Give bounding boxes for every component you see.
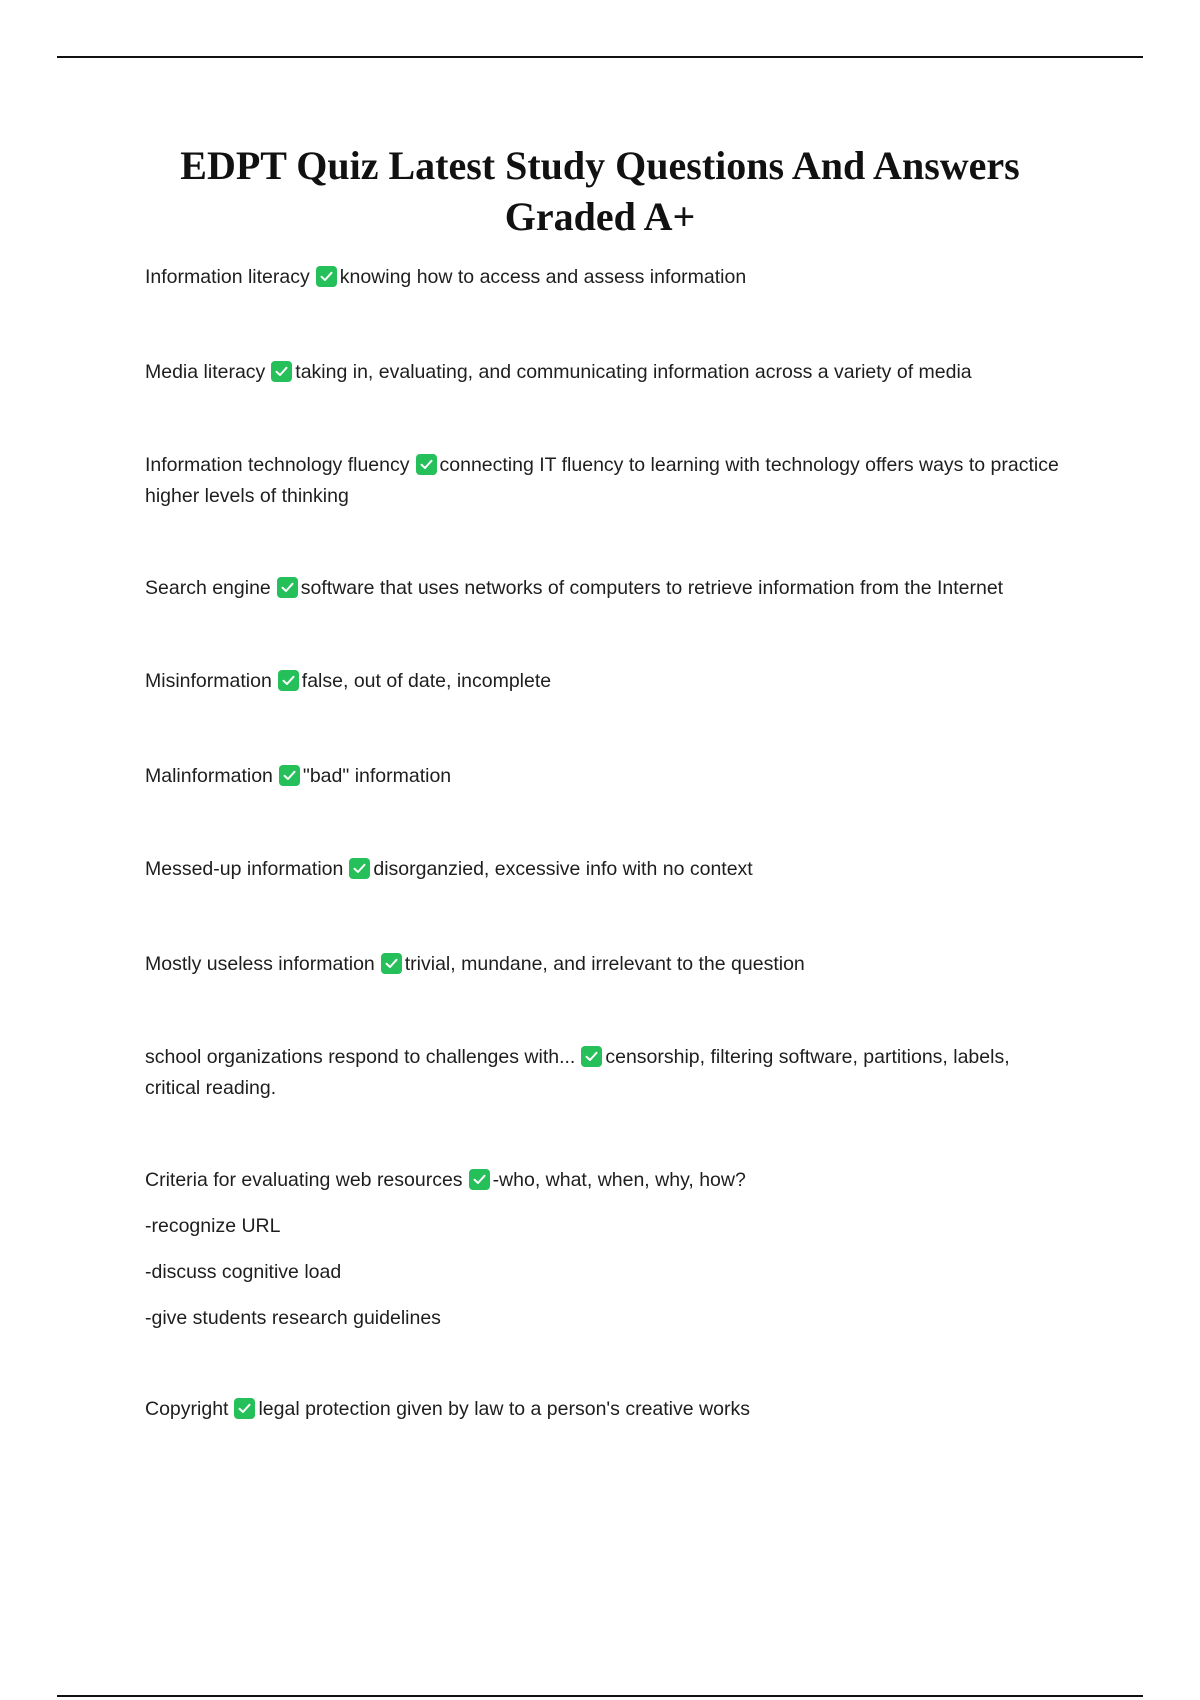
check-icon xyxy=(316,266,337,287)
qa-term: school organizations respond to challenges with... xyxy=(145,1046,576,1068)
qa-item xyxy=(145,357,1065,388)
qa-item xyxy=(145,666,1065,697)
check-icon xyxy=(469,1169,490,1190)
qa-answer: legal protection given by law to a person's creative works xyxy=(258,1398,750,1420)
qa-answer: disorganzied, excessive info with no context xyxy=(373,858,753,880)
qa-answer: -who, what, when, why, how? xyxy=(492,1169,746,1191)
title-line-1: EDPT Quiz Latest Study Questions And Answers xyxy=(180,143,1020,188)
qa-answer: connecting IT fluency to learning with technology offers ways to practice higher levels of thinking xyxy=(145,454,1059,507)
qa-answer: software that uses networks of computers to retrieve information from the Internet xyxy=(300,577,1004,599)
check-icon xyxy=(381,953,402,974)
qa-item xyxy=(145,761,1065,792)
qa-item xyxy=(145,573,1065,604)
check-icon xyxy=(271,361,292,382)
qa-answer: "bad" information xyxy=(302,765,452,787)
check-icon xyxy=(277,577,298,598)
document-title xyxy=(145,140,1055,242)
qa-answer-line: -give students research guidelines xyxy=(145,1307,441,1329)
qa-term: Misinformation xyxy=(145,670,272,692)
qa-answer-line: -recognize URL xyxy=(145,1215,281,1237)
check-icon xyxy=(416,454,437,475)
qa-item xyxy=(145,854,1065,885)
check-icon xyxy=(581,1046,602,1067)
qa-item xyxy=(145,1042,1065,1104)
qa-term: Media literacy xyxy=(145,361,266,383)
qa-answer: taking in, evaluating, and communicating information across a variety of media xyxy=(295,361,972,383)
qa-answer: knowing how to access and assess information xyxy=(339,266,747,288)
qa-term: Information technology fluency xyxy=(145,454,410,476)
title-line-2: Graded A+ xyxy=(504,194,696,239)
check-icon xyxy=(234,1398,255,1419)
check-icon xyxy=(349,858,370,879)
qa-term: Malinformation xyxy=(145,765,273,787)
qa-term: Copyright xyxy=(145,1398,229,1420)
qa-item xyxy=(145,1394,1065,1425)
header-rule xyxy=(57,56,1143,58)
qa-term: Criteria for evaluating web resources xyxy=(145,1169,463,1191)
qa-item xyxy=(145,262,1065,293)
qa-answer: false, out of date, incomplete xyxy=(301,670,552,692)
footer-rule xyxy=(57,1695,1143,1697)
check-icon xyxy=(279,765,300,786)
qa-term: Information literacy xyxy=(145,266,310,288)
qa-answer-line: -discuss cognitive load xyxy=(145,1261,342,1283)
qa-answer: trivial, mundane, and irrelevant to the question xyxy=(404,953,805,975)
qa-term: Messed-up information xyxy=(145,858,344,880)
qa-term: Mostly useless information xyxy=(145,953,375,975)
qa-item xyxy=(145,450,1065,512)
qa-term: Search engine xyxy=(145,577,271,599)
qa-item xyxy=(145,949,1065,980)
qa-item xyxy=(145,1165,1065,1334)
check-icon xyxy=(278,670,299,691)
qa-answer: censorship, filtering software, partitions, labels, critical reading. xyxy=(145,1046,1010,1099)
